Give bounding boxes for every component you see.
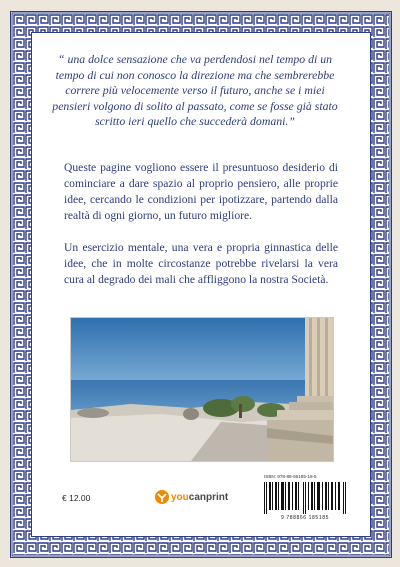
publisher-logo (154, 487, 228, 507)
publisher-name: youcanprint (171, 491, 229, 503)
description-paragraph-2: Un esercizio mentale, una vera e propria ginnastica delle idee, che in molte circostanze potrebbe rivelarsi la vera cura al degrado dei mali che affliggono la nostra Società. (64, 241, 338, 286)
description-paragraph-1: Queste pagine vogliono essere il presuntuoso desiderio di cominciare a dare spazio al proprio pensiero, alle proprie idee, cercando le condizioni per ipotizzare, partendo dalla realtà di ogni giorno, un futuro migliore. (64, 161, 338, 222)
photo-illustration (71, 318, 333, 461)
landscape-photo (70, 317, 334, 462)
barcode-number: 9 788866 185185 (281, 515, 329, 521)
barcode (262, 482, 348, 514)
price-label: € 12.00 (62, 493, 91, 503)
isbn-label: ISBN: 978-88-66185-18-5 (264, 474, 317, 479)
youcanprint-icon (154, 489, 170, 505)
quote-text: “ una dolce sensazione che va perdendosi nel tempo di un tempo di cui non conosco la direzione ma che sembrerebbe correre più velocemente verso il futuro, anche se i miei pensieri volgono di solito al passato, come se fosse già stato scritto ieri quello che succederà domani.” (52, 52, 338, 129)
